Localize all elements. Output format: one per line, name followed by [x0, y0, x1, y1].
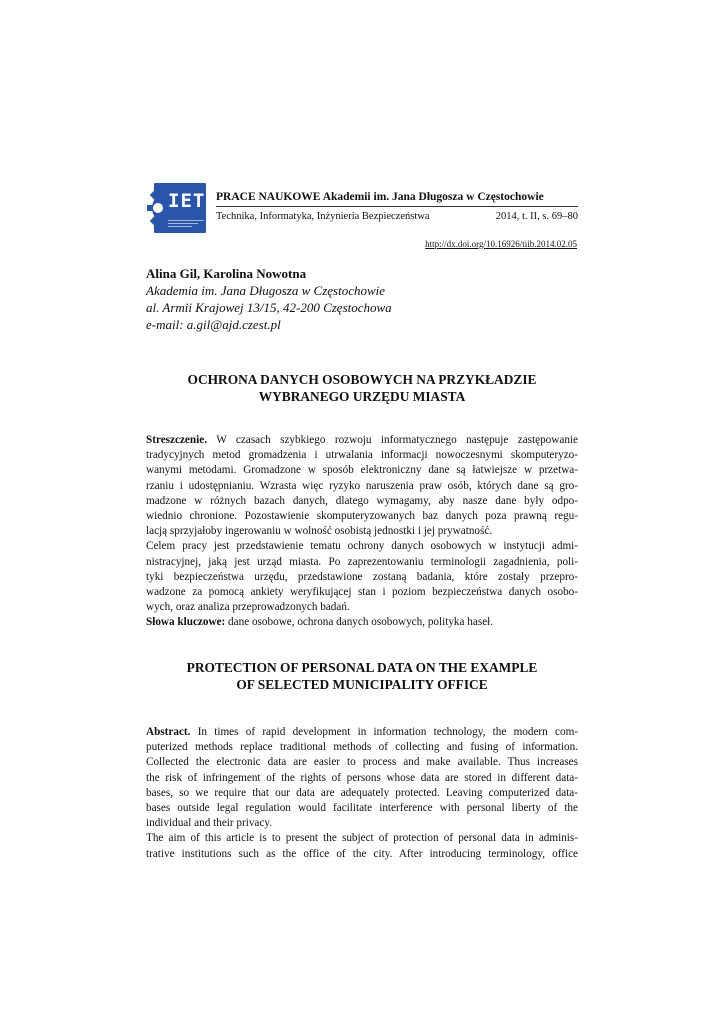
doi-link[interactable]: http://dx.doi.org/10.16926/tiib.2014.02.05 — [425, 239, 577, 249]
keywords-text: dane osobowe, ochrona danych osobowych, polityka haseł. — [225, 616, 494, 629]
title-polish-line: WYBRANEGO URZĘDU MIASTA — [258, 389, 466, 404]
title-english-line: OF SELECTED MUNICIPALITY OFFICE — [236, 677, 488, 692]
abstract-line — [146, 725, 578, 740]
author-names: Alina Gil, Karolina Nowotna — [146, 266, 307, 281]
journal-series: Technika, Informatyka, Inżynieria Bezpieczeństwa — [216, 211, 430, 222]
keywords-label: Słowa kluczowe: — [146, 616, 226, 629]
abstract-line: wiednio chronione. Pozostawienie skomputeryzowanych baz danych poza prawną regu- — [146, 509, 578, 522]
abstract-line: individual and their privacy. — [146, 817, 273, 830]
abstract-english — [146, 725, 578, 862]
keywords-line — [146, 615, 578, 630]
abstract-label: Streszczenie. — [146, 434, 207, 446]
abstract-line: tradycyjnych metod gromadzenia i utrwalania informacji nowoczesnymi skomputeryzo- — [146, 449, 578, 462]
author-affiliation: Akademia im. Jana Długosza w Częstochowie — [146, 283, 386, 298]
aim-line: nistracyjnej, jaką jest urząd miasta. Po zaprezentowaniu terminologii zagadnienia, poli- — [146, 555, 578, 568]
aim-line: trative institutions such as the office of the city. After introducing terminology, office — [146, 847, 578, 860]
abstract-line: Collected the electronic data are easier to process and make available. Thus increases — [146, 756, 578, 769]
abstract-line: rzaniu i udostępnianiu. Wzrasta więc ryzyko naruszenia praw osób, których dane są gro- — [146, 479, 578, 492]
title-english-line: PROTECTION OF PERSONAL DATA ON THE EXAMPLE — [186, 660, 538, 675]
abstract-polish — [146, 433, 578, 630]
aim-line: tyki bezpieczeństwa urzędu, przedstawione zostaną badania, które zostały przepro- — [146, 570, 578, 583]
author-email[interactable]: e-mail: a.gil@ajd.czest.pl — [146, 317, 281, 332]
abstract-line: bases, so we require that our data are adequately protected. Leaving computerized data- — [146, 786, 578, 799]
abstract-line: puterized methods replace traditional methods of collecting and fusing of information. — [146, 741, 578, 754]
author-block — [146, 265, 392, 333]
abstract-line: madzone w różnych bazach danych, dlatego wymagamy, aby nasze dane były odpo- — [146, 494, 578, 507]
header-divider — [216, 206, 578, 207]
abstract-line: wanymi metodami. Gromadzone w sposób elektroniczny dane są łatwiejsze w przetwa- — [146, 464, 578, 477]
abstract-line — [146, 433, 578, 448]
journal-header — [216, 190, 578, 223]
journal-logo — [146, 183, 218, 233]
title-polish-line: OCHRONA DANYCH OSOBOWYCH NA PRZYKŁADZIE — [187, 372, 537, 387]
aim-line: wych, oraz analiza przeprowadzonych badań. — [146, 601, 350, 614]
aim-line: Celem pracy jest przedstawienie tematu ochrony danych osobowych w instytucji admi- — [146, 540, 578, 553]
aim-line: The aim of this article is to present the subject of protection of personal data in adminis- — [146, 832, 578, 845]
abstract-text: In times of rapid development in information technology, the modern com- — [190, 726, 578, 738]
abstract-label: Abstract. — [146, 726, 191, 738]
aim-line: wadzone za pomocą ankiety weryfikującej stan i poziom bezpieczeństwa danych osobo- — [146, 585, 578, 598]
title-english — [146, 659, 578, 693]
logo-text: IETB — [168, 190, 218, 212]
abstract-line: the risk of infringement of the rights of persons whose data are stored in different data- — [146, 771, 578, 784]
abstract-line: lacją sprzyjałoby ingerowaniu w wolność osobistą jednostki i jej prywatność. — [146, 525, 493, 538]
abstract-text: W czasach szybkiego rozwoju informatycznego następuje zastępowanie — [207, 434, 578, 446]
author-address: al. Armii Krajowej 13/15, 42-200 Częstochowa — [146, 300, 392, 315]
journal-title: PRACE NAUKOWE Akademii im. Jana Długosza w Częstochowie — [216, 191, 544, 203]
journal-series-row — [216, 210, 578, 223]
title-polish — [146, 371, 578, 405]
abstract-line: bases outside legal regulation would facilitate interference with personal liberty of the — [146, 801, 578, 814]
journal-volume: 2014, t. II, s. 69–80 — [495, 211, 578, 222]
